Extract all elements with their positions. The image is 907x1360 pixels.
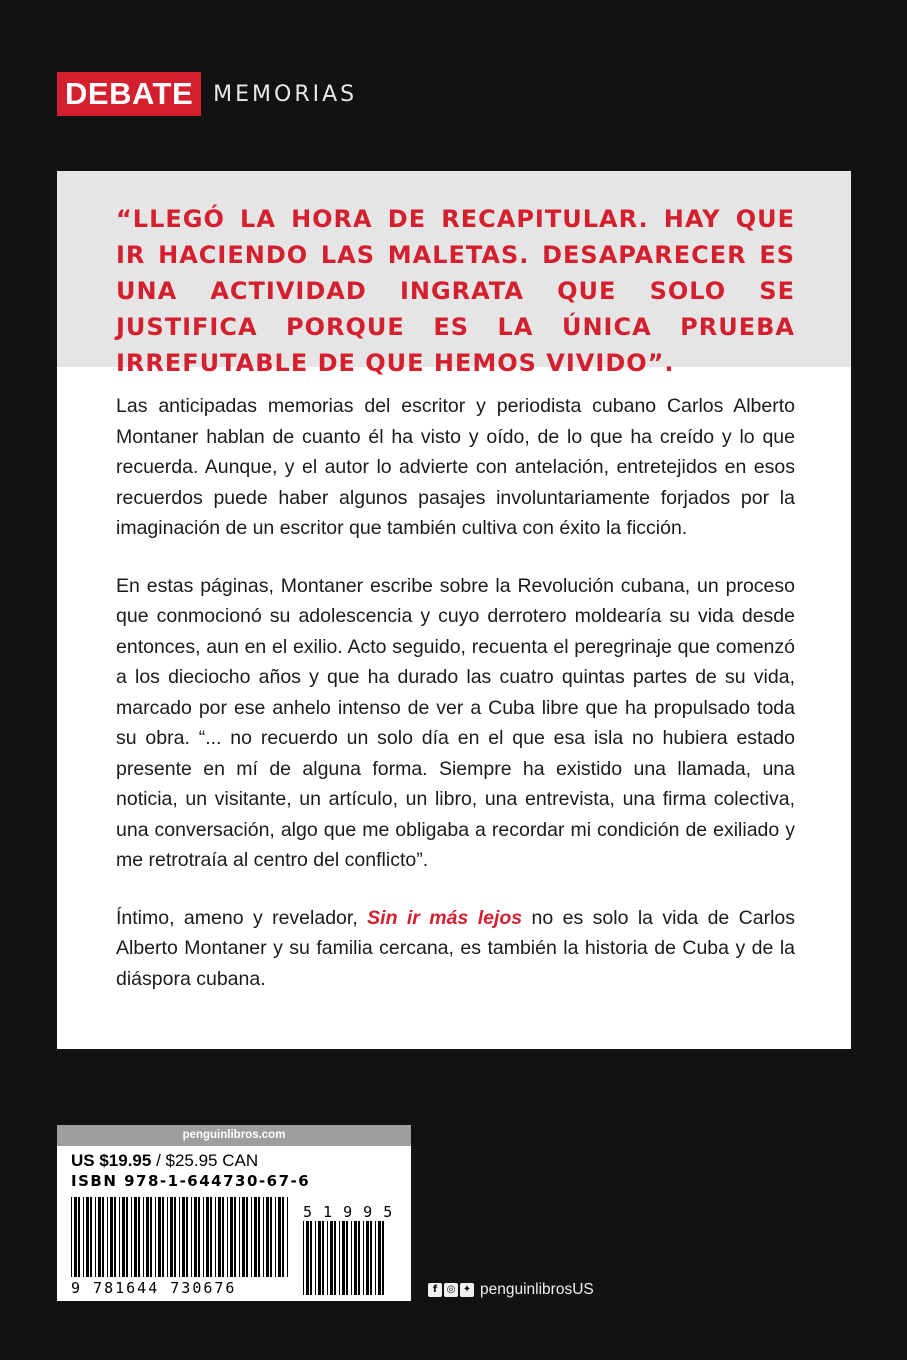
twitter-icon[interactable]: ✦ bbox=[460, 1283, 474, 1297]
paragraph-2: En estas páginas, Montaner escribe sobre la Revolución cubana, un proceso que conmocionó su adolescencia y cuyo derrotero moldearía su vida desde entonces, aun en el exilio. Acto seguido, recuenta el peregrinaje que comenzó a los dieciocho años y que ha durado las cuatro quintas partes de su vida, marcado por ese anhelo intenso de ver a Cuba libre que ha propulsado toda su obra. “... no recuerdo un solo día en el que esa isla no hubiera estado presente en mí de alguna forma. Siempre ha existido una llamada, una noticia, un visitante, un artículo, un libro, una entrevista, una firma colectiva, una conversación, algo que me obligaba a recordar mi condición de exiliado y me retrotraía al centro del conflicto”. bbox=[116, 574, 795, 871]
barcode-bar bbox=[222, 1197, 224, 1277]
barcode-bar bbox=[215, 1197, 216, 1277]
barcode-bar bbox=[218, 1197, 221, 1277]
barcode-bar bbox=[306, 1221, 309, 1295]
social-handle[interactable]: penguinlibrosUS bbox=[480, 1281, 594, 1298]
barcode-bar bbox=[95, 1197, 96, 1277]
barcode-bar bbox=[174, 1197, 176, 1277]
barcode-bar bbox=[150, 1197, 152, 1277]
barcode-digits: 9 781644 730676 bbox=[71, 1279, 237, 1297]
price-separator: / bbox=[151, 1151, 166, 1170]
barcode-bar bbox=[370, 1221, 372, 1295]
isbn-number: ISBN 978-1-644730-67-6 bbox=[71, 1172, 311, 1190]
barcode-bar bbox=[102, 1197, 104, 1277]
barcode-bar bbox=[78, 1197, 80, 1277]
instagram-icon[interactable]: ◎ bbox=[444, 1283, 458, 1297]
quote-block bbox=[57, 171, 851, 377]
barcode-bar bbox=[134, 1197, 137, 1277]
paragraph-3 bbox=[116, 903, 795, 995]
publisher-name: DEBATE bbox=[57, 72, 201, 116]
price-can: $25.95 CAN bbox=[165, 1151, 259, 1170]
barcode-bar bbox=[342, 1221, 345, 1295]
barcode-bar bbox=[339, 1221, 340, 1295]
barcode-bar bbox=[358, 1221, 360, 1295]
barcode-bar bbox=[258, 1197, 260, 1277]
barcode-bar bbox=[74, 1197, 77, 1277]
barcode-bar bbox=[234, 1197, 236, 1277]
barcode-bar bbox=[251, 1197, 252, 1277]
barcode-bar bbox=[278, 1197, 281, 1277]
barcode-bar bbox=[155, 1197, 156, 1277]
barcode-bar bbox=[239, 1197, 240, 1277]
publisher-logo bbox=[57, 72, 357, 116]
barcode-bar bbox=[83, 1197, 84, 1277]
barcode-bar bbox=[227, 1197, 228, 1277]
barcode-bar bbox=[346, 1221, 348, 1295]
addon-digits: 5 1 9 9 5 bbox=[303, 1203, 394, 1221]
barcode-bar bbox=[194, 1197, 197, 1277]
price-us: US $19.95 bbox=[71, 1151, 152, 1170]
barcode-bar bbox=[282, 1197, 284, 1277]
barcode-bar bbox=[270, 1197, 272, 1277]
barcode-bar bbox=[242, 1197, 245, 1277]
barcode-bar bbox=[266, 1197, 269, 1277]
barcode-bar bbox=[198, 1197, 200, 1277]
barcode-bar bbox=[107, 1197, 108, 1277]
addon-barcode-bars bbox=[303, 1221, 384, 1295]
barcode-bar bbox=[327, 1221, 328, 1295]
paragraph-1: Las anticipadas memorias del escritor y periodista cubano Carlos Alberto Montaner hablan de cuanto él ha visto y oído, de lo que ha creído y lo que recuerda. Aunque, y el autor lo advierte con antelación, entretejidos en esos recuerdos puede haber algunos pasajes involuntariamente forjados por la imaginación de un escritor que también cultiva con éxito la ficción. bbox=[116, 395, 795, 539]
barcode-bar bbox=[146, 1197, 149, 1277]
barcode-bar bbox=[206, 1197, 209, 1277]
barcode-bar bbox=[203, 1197, 204, 1277]
barcode-bar bbox=[366, 1221, 369, 1295]
barcode-bar bbox=[246, 1197, 248, 1277]
collection-name: MEMORIAS bbox=[213, 81, 358, 107]
barcode-bar bbox=[330, 1221, 333, 1295]
barcode-bar bbox=[275, 1197, 276, 1277]
barcode-bar bbox=[186, 1197, 188, 1277]
barcode-bar bbox=[119, 1197, 120, 1277]
paragraph-3-intro: Íntimo, ameno y revelador, bbox=[116, 906, 368, 929]
barcode-bar bbox=[162, 1197, 164, 1277]
barcode bbox=[57, 1125, 411, 1301]
barcode-bar bbox=[179, 1197, 180, 1277]
barcode-bar bbox=[363, 1221, 364, 1295]
barcode-bar bbox=[71, 1197, 72, 1277]
barcode-bar bbox=[126, 1197, 128, 1277]
synopsis-text bbox=[57, 367, 851, 994]
barcode-bar bbox=[351, 1221, 352, 1295]
barcode-bar bbox=[287, 1197, 288, 1277]
pull-quote: “LLEGÓ LA HORA DE RECAPITULAR. HAY QUE IR HACIENDO LAS MALETAS. DESAPARECER ES UNA ACTIVIDAD INGRATA QUE SOLO SE JUSTIFICA PORQUE ES LA ÚNICA PRUEBA IRREFUTABLE DE QUE HEMOS VIVIDO”. bbox=[116, 205, 795, 377]
barcode-bar bbox=[158, 1197, 161, 1277]
synopsis-panel bbox=[57, 171, 851, 1049]
barcode-bar bbox=[303, 1221, 304, 1295]
barcode-bar bbox=[210, 1197, 212, 1277]
barcode-bar bbox=[86, 1197, 89, 1277]
barcode-bar bbox=[143, 1197, 144, 1277]
barcode-bar bbox=[334, 1221, 336, 1295]
barcode-bar bbox=[263, 1197, 264, 1277]
barcode-bar bbox=[354, 1221, 357, 1295]
barcode-bar bbox=[167, 1197, 168, 1277]
barcode-bar bbox=[114, 1197, 116, 1277]
website-url: penguinlibros.com bbox=[57, 1125, 411, 1146]
barcode-bar bbox=[378, 1221, 381, 1295]
barcode-bar bbox=[138, 1197, 140, 1277]
barcode-bar bbox=[110, 1197, 113, 1277]
barcode-bar bbox=[315, 1221, 316, 1295]
social-links bbox=[428, 1281, 594, 1299]
barcode-bar bbox=[230, 1197, 233, 1277]
price-barcode-block bbox=[57, 1125, 411, 1301]
barcode-bar bbox=[318, 1221, 321, 1295]
barcode-bar bbox=[191, 1197, 192, 1277]
facebook-icon[interactable]: f bbox=[428, 1283, 442, 1297]
barcode-bar bbox=[375, 1221, 376, 1295]
barcode-bar bbox=[98, 1197, 101, 1277]
book-title: Sin ir más lejos bbox=[367, 906, 523, 929]
barcode-bar bbox=[122, 1197, 125, 1277]
barcode-bar bbox=[182, 1197, 185, 1277]
barcode-bar bbox=[90, 1197, 92, 1277]
main-barcode-bars bbox=[71, 1197, 288, 1277]
barcode-bar bbox=[322, 1221, 324, 1295]
barcode-bar bbox=[131, 1197, 132, 1277]
paragraph-3-rest: no es solo la vida de Carlos Alberto Montaner y su familia cercana, es también la historia de Cuba y de la diáspora cubana. bbox=[116, 906, 796, 990]
barcode-bar bbox=[254, 1197, 257, 1277]
barcode-bar bbox=[310, 1221, 312, 1295]
barcode-bar bbox=[170, 1197, 173, 1277]
barcode-bar bbox=[382, 1221, 384, 1295]
